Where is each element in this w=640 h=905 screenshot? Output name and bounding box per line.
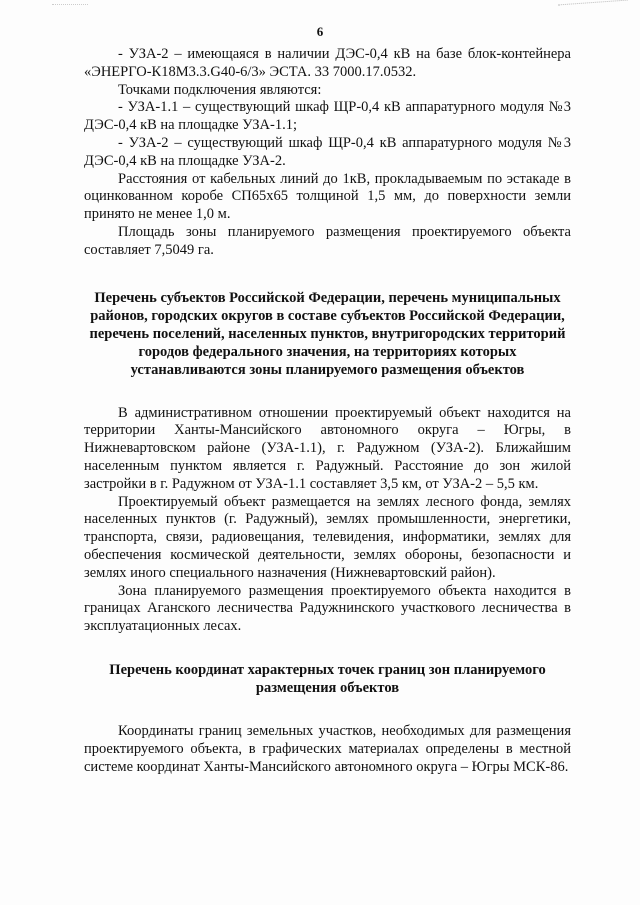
paragraph: - УЗА-2 – существующий шкаф ЩР-0,4 кВ аппаратурного модуля №3 ДЭС-0,4 кВ на площадке УЗА-2.	[84, 134, 571, 169]
paragraph: Зона планируемого размещения проектируемого объекта находится в границах Аганского лесничества Радужнинского участкового лесничества в эксплуатационных лесах.	[84, 582, 571, 635]
paragraph: В административном отношении проектируемый объект находится на территории Ханты-Мансийского автономного округа – Югры, в Нижневартовском районе (УЗА-1.1), г. Радужном (УЗА-2). Ближайшим населенным пунктом является г. Радужный. Расстояние до зон жилой застройки в г. Радужном от УЗА-1.1 составляет 3,5 км, от УЗА-2 – 5,5 км.	[84, 404, 571, 492]
paragraph: - УЗА-1.1 – существующий шкаф ЩР-0,4 кВ аппаратурного модуля №3 ДЭС-0,4 кВ на площадке УЗА-1.1;	[84, 99, 571, 134]
paragraph: - УЗА-2 – имеющаяся в наличии ДЭС-0,4 кВ на базе блок-контейнера «ЭНЕРГО-К18М3.3.G40-6/3» ЭСТА. 33 7000.17.0532.	[84, 46, 571, 80]
document-body	[84, 46, 571, 776]
paragraph: Координаты границ земельных участков, необходимых для размещения проектируемого объекта, в графических материалах определены в местной системе координат Ханты-Мансийского автономного округа – Югры МСК-86.	[84, 722, 571, 775]
scan-artifact	[558, 0, 628, 13]
paragraph: Площадь зоны планируемого размещения проектируемого объекта составляет 7,5049 га.	[84, 223, 571, 258]
section-heading: Перечень координат характерных точек границ зон планируемого размещения объектов	[109, 661, 546, 696]
paragraph: Проектируемый объект размещается на землях лесного фонда, землях населенных пунктов (г. Радужный), землях промышленности, энергетики, транспорта, связи, радиовещания, телевидения, информатики, землях для обеспечения космической деятельности, землях обороны, безопасности и землях иного специального назначения (Нижневартовский район).	[84, 493, 571, 581]
paragraph: Расстояния от кабельных линий до 1кВ, прокладываемым по эстакаде в оцинкованном коробе СП65х65 толщиной 1,5 мм, до поверхности земли принято не менее 1,0 м.	[84, 170, 571, 223]
paragraph: Точками подключения являются:	[118, 81, 322, 98]
page-number: 6	[316, 24, 324, 39]
section-heading: Перечень субъектов Российской Федерации, перечень муниципальных районов, городских округов в составе субъектов Российской Федерации, перечень поселений, населенных пунктов, внутригородских территорий городов федерального значения, на территориях которых устанавливаются зоны планируемого размещения объектов	[89, 289, 566, 378]
scan-artifact	[52, 4, 88, 9]
